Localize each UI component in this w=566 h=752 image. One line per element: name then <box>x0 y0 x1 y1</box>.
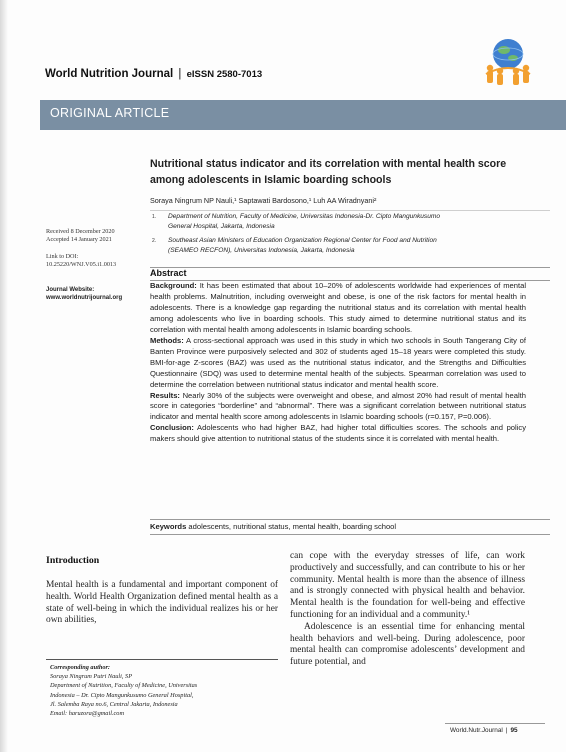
abstract-heading: Abstract <box>150 268 187 278</box>
affiliation-2 <box>168 236 528 256</box>
corresponding-author-address: Jl. Salemba Raya no.6, Central Jakarta, Indonesia <box>50 700 178 708</box>
page-footer <box>450 727 518 734</box>
body-right-column <box>290 551 525 669</box>
journal-title <box>45 68 262 80</box>
affiliation-2-line2: (SEAMEO RECFON), Universitas Indonesia, Jakarta, Indonesia <box>168 247 355 254</box>
journal-eissn: eISSN 2580-7013 <box>186 69 263 80</box>
methods-text: A cross-sectional approach was used in this study in which two schools in South Tangerang City of Banten Province were purposively selected and 302 of students aged 15–18 years were completed this study. BMI-for-age Z-scores (BAZ) was used as the nutritional status indicator, and the Strengths and Difficulties Questionnaire (SDQ) was used to determine mental health of the subjects. Spearman correlation was used to determine the correlation between nutritional status indicator and mental health score. <box>150 335 526 389</box>
received-date: Received 8 December 2020 <box>46 228 115 235</box>
section-heading-introduction: Introduction <box>46 555 100 566</box>
affiliation-number: 2. <box>152 238 157 244</box>
keywords-top-rule <box>150 519 550 520</box>
accepted-date: Accepted 14 January 2021 <box>46 236 112 243</box>
page-edge-shadow <box>0 0 8 752</box>
affiliation-1-line2: General Hospital, Jakarta, Indonesia <box>168 223 275 230</box>
corresponding-author-name: Soraya Ningrum Putri Nauli, SP <box>50 673 133 681</box>
corresponding-author-dept: Department of Nutrition, Faculty of Medicine, Universitas <box>50 682 198 690</box>
journal-logo-globe-icon <box>480 32 536 88</box>
conclusion-text: Adolescents who had higher BAZ, had higher total difficulties scores. The schools and policy makers should give attention to nutritional status of the students since it is correlated with mental health. <box>150 423 526 444</box>
abstract-results <box>150 391 526 424</box>
conclusion-label: Conclusion: <box>150 423 194 433</box>
footer-separator: | <box>505 727 508 734</box>
journal-name: World Nutrition Journal <box>45 68 174 80</box>
affiliation-2-line1: Southeast Asian Ministers of Education Organization Regional Center for Food and Nutrition <box>168 237 437 244</box>
intro-paragraph-1: Mental health is a fundamental and important component of health. World Health Organization defined mental health as a state of well-being in which the individual realizes his or her own abilities, <box>46 580 278 626</box>
intro-paragraph-2: can cope with the everyday stresses of life, can work productively and successfully, and can contribute to his or her community. Mental health is more than the absence of illness and is strongly connected with physical health and behavior. Mental health is the foundation for well-being and effective functioning for an individual and a community.¹ <box>290 551 525 620</box>
abstract-body <box>150 281 526 445</box>
corresponding-author-heading: Corresponding author: <box>50 664 111 671</box>
keywords-line <box>150 522 550 531</box>
background-text: It has been estimated that about 10–20% of adolescents worldwide had experiences of mental health problems. Malnutrition, including overweight and obese, is one of the risk factors for mental health in adolescents. There is a knowledge gap regarding the nutritional status and its correlation with mental health among adolescents who live in boarding schools. This study aimed to determine nutritional status and its correlation with mental health among adolescents in Islamic boarding schools. <box>150 281 526 334</box>
article-type-banner <box>40 100 566 130</box>
footer-journal-abbr: World.Nutr.Journal <box>450 727 503 734</box>
results-label: Results: <box>150 390 180 400</box>
keywords-bottom-rule <box>150 534 550 535</box>
affiliation-1-line1: Department of Nutrition, Faculty of Medicine, Universitas Indonesia-Dr. Cipto Mangunkusumo <box>168 213 441 220</box>
results-text: Nearly 30% of the subjects were overweight and obese, and almost 20% had result of mental health score in categories “borderline” and “abnormal”. There was a significant correlation between nutritional status indicator and mental health score among adolescents in Islamic boarding schools (r=0.157, P=0.006). <box>150 390 526 422</box>
website-link[interactable]: www.worldnutrijournal.org <box>46 295 123 301</box>
affiliation-divider <box>150 210 550 211</box>
paper-title: Nutritional status indicator and its correlation with mental health score among adolescents in Islamic boarding schools <box>150 158 507 186</box>
doi-link[interactable]: 10.25220/WNJ.V05.i1.0013 <box>46 261 117 268</box>
abstract-conclusion <box>150 423 526 445</box>
corresponding-author-rule <box>46 659 278 660</box>
website-label: Journal Website: <box>46 287 95 293</box>
footer-rule <box>445 723 545 724</box>
title-separator: | <box>178 68 182 80</box>
corresponding-author-institution: Indonesia – Dr. Cipto Mangunkusumo General Hospital, <box>50 691 194 699</box>
article-type-label: ORIGINAL ARTICLE <box>50 106 170 120</box>
abstract-methods <box>150 336 526 391</box>
background-label: Background: <box>150 281 197 290</box>
page-number: 95 <box>510 727 518 734</box>
corresponding-author-block <box>50 663 280 718</box>
methods-label: Methods: <box>150 335 184 345</box>
affiliation-number: 1. <box>152 214 157 220</box>
abstract-top-rule <box>150 267 550 268</box>
intro-paragraph-3: Adolescence is an essential time for enhancing mental health behaviors and well-being. During adolescence, poor mental health can compromise adolescents’ development and future potential, and <box>290 621 525 668</box>
body-left-column <box>46 580 278 627</box>
author-list: Soraya Ningrum NP Nauli,¹ Saptawati Bardosono,¹ Luh AA Wiradnyani² <box>150 196 377 205</box>
corresponding-author-email[interactable]: Email: haruzora@gmail.com <box>50 710 125 718</box>
abstract-background <box>150 281 526 336</box>
affiliation-1 <box>168 212 528 232</box>
keywords-label: Keywords <box>150 522 187 531</box>
doi-label: Link to DOI: <box>46 253 79 260</box>
keywords-text: adolescents, nutritional status, mental health, boarding school <box>186 522 397 531</box>
